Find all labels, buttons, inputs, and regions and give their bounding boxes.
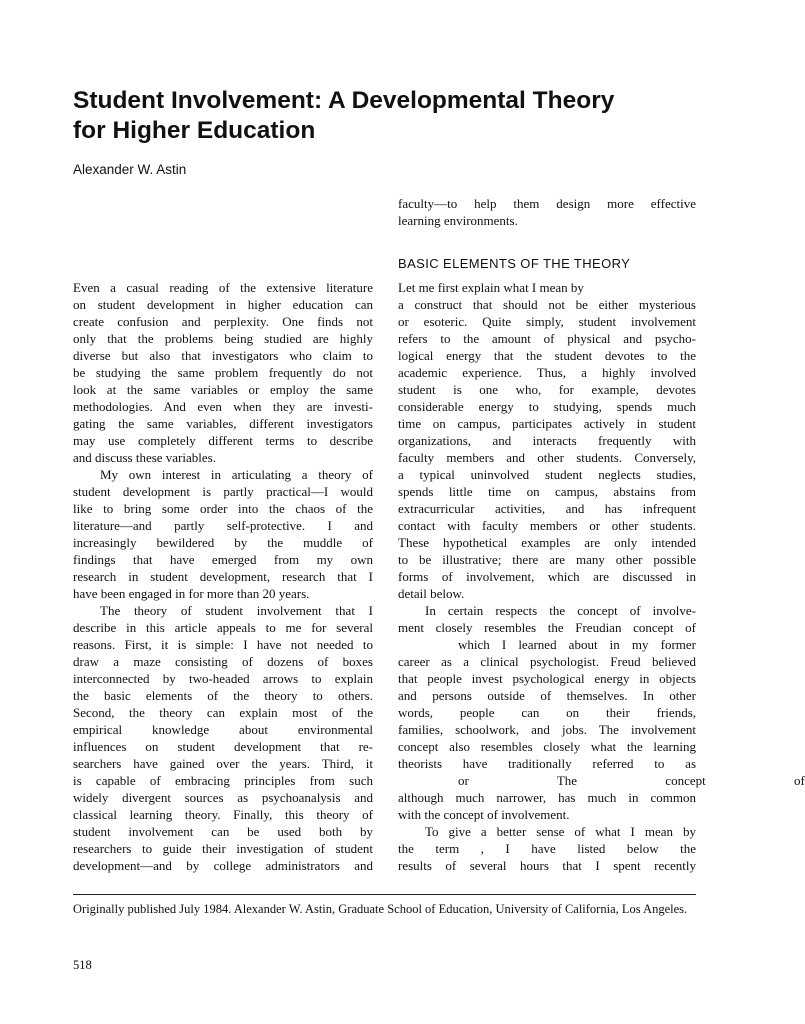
- text-line: extracurricular activities, and has infrequent: [398, 501, 696, 516]
- text-line: which I learned about in my former: [458, 637, 696, 652]
- text-line: time on campus, participates actively in student: [398, 416, 696, 431]
- text-line: faculty members and other students. Conversely,: [398, 450, 696, 465]
- text-line: results of several hours that I spent recently: [398, 858, 696, 873]
- footnote: Originally published July 1984. Alexander W. Astin, Graduate School of Education, University of California, Los Angeles.: [73, 902, 688, 916]
- text-line: gating the same variables, different investigators: [73, 416, 373, 431]
- text-line: describe in this article appeals to me for several: [73, 620, 373, 635]
- text-line: student is one who, for example, devotes: [398, 382, 696, 397]
- text-line: methodologies. And even when they are investi-: [73, 399, 373, 414]
- text-line: organizations, and interacts frequently with: [398, 433, 696, 448]
- text-line: to be illustrative; there are many other possible: [398, 552, 696, 567]
- text-line: researchers to guide their investigation of student: [73, 841, 373, 856]
- section-heading: BASIC ELEMENTS OF THE THEORY: [398, 256, 631, 271]
- text-line: classical learning theory. Finally, this theory of: [73, 807, 373, 822]
- text-line: Let me first explain what I mean by: [398, 280, 584, 295]
- text-line: may use completely different terms to describe: [73, 433, 373, 448]
- text-line: student development is partly practical—I would: [73, 484, 373, 499]
- text-line: forms of involvement, which are discussed in: [398, 569, 696, 584]
- text-line: words, people can on their friends,: [398, 705, 696, 720]
- text-line: and discuss these variables.: [73, 450, 216, 465]
- text-line: contact with faculty members or other students.: [398, 518, 696, 533]
- text-line: like to bring some order into the chaos of the: [73, 501, 373, 516]
- text-line: These hypothetical examples are only intended: [398, 535, 696, 550]
- text-line: widely divergent sources as psychoanalysis and: [73, 790, 373, 805]
- text-line: interconnected by two-headed arrows to explain: [73, 671, 373, 686]
- text-line: the basic elements of the theory to others.: [73, 688, 373, 703]
- text-line: Second, the theory can explain most of the: [73, 705, 373, 720]
- text-line: have been engaged in for more than 20 years.: [73, 586, 310, 601]
- text-line: learning environments.: [398, 213, 518, 228]
- text-line: In certain respects the concept of involve-: [425, 603, 696, 618]
- text-line: considerable energy to studying, spends much: [398, 399, 696, 414]
- text-line: influences on student development that re-: [73, 739, 373, 754]
- text-line: academic experience. Thus, a highly involved: [398, 365, 696, 380]
- text-line: My own interest in articulating a theory of: [100, 467, 373, 482]
- text-line: with the concept of involvement.: [398, 807, 570, 822]
- text-line: career as a clinical psychologist. Freud believed: [398, 654, 696, 669]
- text-line: literature—and partly self-protective. I and: [73, 518, 373, 533]
- text-line: and persons outside of themselves. In other: [398, 688, 696, 703]
- right-column: [398, 279, 805, 874]
- text-line: or The concept of: [458, 773, 805, 788]
- text-line: on student development in higher education can: [73, 297, 373, 312]
- text-line: searchers have gained over the years. Third, it: [73, 756, 373, 771]
- text-line: diverse but also that investigators who claim to: [73, 348, 373, 363]
- text-line: draw a maze consisting of dozens of boxes: [73, 654, 373, 669]
- text-line: theorists have traditionally referred to as: [398, 756, 696, 771]
- text-line: concept also resembles closely what the learning: [398, 739, 696, 754]
- text-line: create confusion and perplexity. One finds not: [73, 314, 373, 329]
- text-line: Even a casual reading of the extensive literature: [73, 280, 373, 295]
- text-line: the term , I have listed below the: [398, 841, 696, 856]
- text-line: development—and by college administrators and: [73, 858, 373, 873]
- text-line: a construct that should not be either mysterious: [398, 297, 696, 312]
- text-line: spends little time on campus, abstains from: [398, 484, 696, 499]
- text-line: detail below.: [398, 586, 465, 601]
- text-line: or esoteric. Quite simply, student involvement: [398, 314, 696, 329]
- text-line: reasons. First, it is simple: I have not needed to: [73, 637, 373, 652]
- text-line: a typical uninvolved student neglects studies,: [398, 467, 696, 482]
- text-line: The theory of student involvement that I: [100, 603, 373, 618]
- text-line: although much narrower, has much in common: [398, 790, 696, 805]
- text-line: logical energy that the student devotes to the: [398, 348, 696, 363]
- text-line: ment closely resembles the Freudian concept of: [398, 620, 696, 635]
- title-line: for Higher Education: [73, 117, 316, 144]
- text-line: families, schoolwork, and jobs. The involvement: [398, 722, 696, 737]
- text-line: research in student development, research that I: [73, 569, 373, 584]
- text-line: refers to the amount of physical and psycho-: [398, 331, 696, 346]
- article-title: [73, 86, 713, 146]
- right-column-continuation: [398, 195, 696, 229]
- author-name: Alexander W. Astin: [73, 162, 187, 177]
- text-line: faculty—to help them design more effective: [398, 196, 696, 211]
- page-number: 518: [73, 958, 92, 972]
- text-line: empirical knowledge about environmental: [73, 722, 373, 737]
- text-line: is capable of embracing principles from such: [73, 773, 373, 788]
- text-line: student involvement can be used both by: [73, 824, 373, 839]
- text-line: findings that have emerged from my own: [73, 552, 373, 567]
- footnote-divider: [73, 894, 696, 895]
- text-line: To give a better sense of what I mean by: [425, 824, 696, 839]
- text-line: increasingly bewildered by the muddle of: [73, 535, 373, 550]
- text-line: look at the same variables or employ the same: [73, 382, 373, 397]
- text-line: that people invest psychological energy in objects: [398, 671, 696, 686]
- title-line: Student Involvement: A Developmental Theory: [73, 87, 615, 114]
- text-line: be studying the same problem frequently do not: [73, 365, 373, 380]
- left-column: [73, 279, 373, 874]
- text-line: only that the problems being studied are highly: [73, 331, 373, 346]
